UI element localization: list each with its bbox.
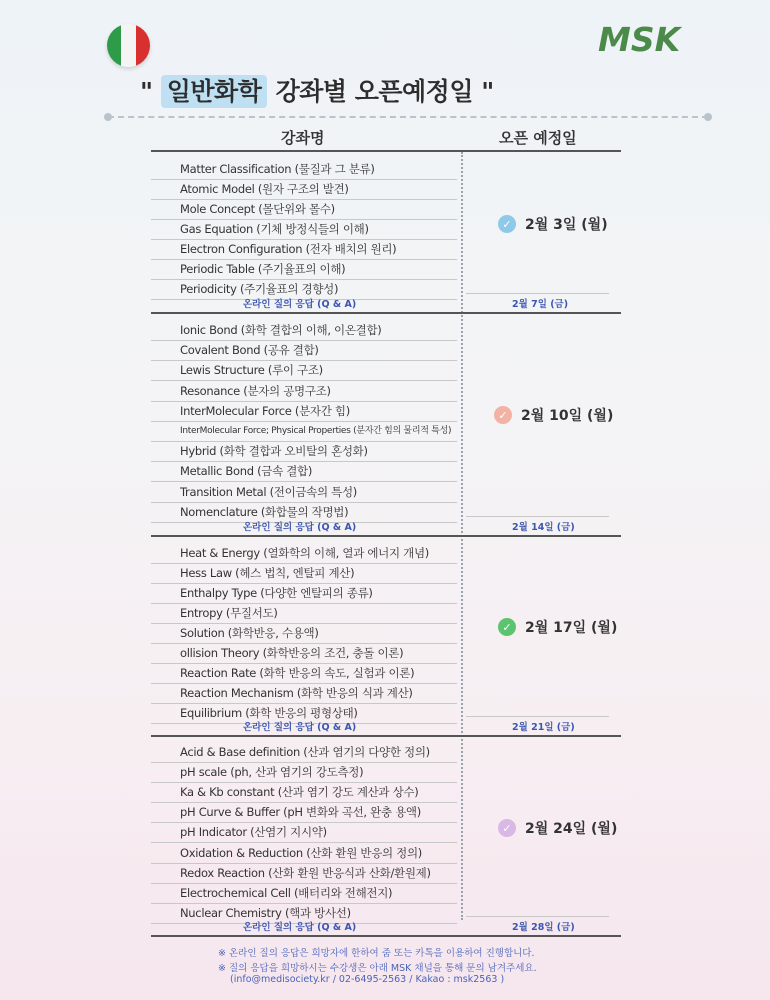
- course-row: Reaction Mechanism (화학 반응의 식과 계산): [180, 686, 413, 700]
- row-separator: [151, 279, 457, 280]
- course-row: Ka & Kb constant (산과 염기 강도 계산과 상수): [180, 785, 419, 800]
- row-separator: [151, 842, 457, 843]
- section-end-rule: [151, 312, 621, 314]
- column-header-course: 강좌명: [281, 129, 325, 147]
- course-row: Enthalpy Type (다양한 엔탈피의 종류): [180, 586, 373, 600]
- open-date: [498, 617, 617, 637]
- row-separator: [151, 380, 457, 381]
- course-row: Equilibrium (화학 반응의 평형상태): [180, 706, 358, 720]
- row-separator: [151, 663, 457, 664]
- course-row: Acid & Base definition (산과 염기의 다양한 정의): [180, 745, 430, 759]
- logo-text: MSK: [598, 22, 681, 54]
- course-row: Ionic Bond (화학 결합의 이해, 이온결합): [180, 323, 382, 337]
- column-header-date: 오픈 예정일: [499, 129, 577, 147]
- row-separator: [151, 401, 457, 402]
- course-row: Oxidation & Reduction (산화 환원 반응의 정의): [180, 845, 422, 860]
- course-row: pH Indicator (산염기 지시약): [180, 825, 327, 840]
- course-row: Nuclear Chemistry (핵과 방사선): [180, 905, 351, 920]
- open-date-text: 2월 10일 (월): [521, 408, 614, 424]
- row-separator: [151, 502, 457, 503]
- row-separator: [151, 603, 457, 604]
- footer-contact: (info@medisociety.kr / 02-6495-2563 / Kakao : msk2563 ): [230, 974, 505, 985]
- course-row: Nomenclature (화합물의 작명법): [180, 504, 349, 519]
- qa-date: 2월 28일 (금): [512, 922, 575, 933]
- open-date: [494, 405, 613, 425]
- open-date-text: 2월 3일 (월): [525, 217, 608, 233]
- title-quote-close: ": [481, 77, 494, 106]
- qa-label: 온라인 질의 응답 (Q & A): [243, 722, 357, 733]
- course-row: Heat & Energy (열화학의 이해, 열과 에너지 개념): [180, 546, 429, 560]
- row-separator: [151, 863, 457, 864]
- qa-date-rule: [466, 916, 609, 917]
- course-row: Electrochemical Cell (배터리와 전해전지): [180, 885, 393, 900]
- row-separator: [151, 822, 457, 823]
- title-highlight: 일반화학: [161, 75, 268, 108]
- footer-note-1: ※ 온라인 질의 응답은 희망자에 한하여 줌 또는 카톡을 이용하여 진행합니다.: [218, 948, 535, 959]
- qa-date-rule: [466, 293, 609, 294]
- course-row: Atomic Model (원자 구조의 발견): [180, 182, 349, 196]
- row-separator: [151, 441, 457, 442]
- course-row: ollision Theory (화학반응의 조건, 충돌 이론): [180, 646, 404, 660]
- row-separator: [151, 583, 457, 584]
- row-separator: [151, 643, 457, 644]
- open-date: [498, 214, 608, 234]
- footer-note-2: ※ 질의 응답을 희망하시는 수강생은 아래 MSK 채널을 통해 문의 남겨주세요.: [218, 963, 537, 974]
- qa-date-rule: [466, 716, 609, 717]
- course-row: Transition Metal (전이금속의 특성): [180, 484, 357, 499]
- course-row: Solution (화학반응, 수용액): [180, 626, 319, 640]
- row-separator: [151, 563, 457, 564]
- course-row: InterMolecular Force; Physical Properties (분자간 힘의 물리적 특성): [180, 426, 452, 436]
- check-circle-icon: ✓: [494, 406, 512, 424]
- check-circle-icon: ✓: [498, 618, 516, 636]
- row-separator: [151, 782, 457, 783]
- row-separator: [151, 179, 457, 180]
- row-separator: [151, 903, 457, 904]
- qa-date-rule: [466, 516, 609, 517]
- course-row: Reaction Rate (화학 반응의 속도, 실험과 이론): [180, 666, 415, 680]
- row-separator: [151, 340, 457, 341]
- title-divider: [108, 116, 708, 118]
- open-date: [498, 818, 617, 838]
- title-text: 강좌별 오픈예정일: [275, 77, 473, 106]
- qa-label: 온라인 질의 응답 (Q & A): [243, 299, 357, 310]
- row-separator: [151, 623, 457, 624]
- row-separator: [151, 481, 457, 482]
- course-row: Matter Classification (물질과 그 분류): [180, 162, 375, 176]
- section-end-rule: [151, 535, 621, 537]
- section-end-rule: [151, 735, 621, 737]
- course-row: Redox Reaction (산화 환원 반응식과 산화/환원제): [180, 865, 431, 880]
- header-rule: [151, 150, 621, 152]
- row-separator: [151, 683, 457, 684]
- course-row: Resonance (분자의 공명구조): [180, 383, 331, 398]
- row-separator: [151, 199, 457, 200]
- qa-date: 2월 14일 (금): [512, 522, 575, 533]
- course-row: Periodic Table (주기율표의 이해): [180, 262, 346, 276]
- course-row: Metallic Bond (금속 결합): [180, 464, 313, 479]
- course-row: Lewis Structure (루이 구조): [180, 363, 323, 378]
- row-separator: [151, 219, 457, 220]
- row-separator: [151, 883, 457, 884]
- check-circle-icon: ✓: [498, 819, 516, 837]
- course-row: Covalent Bond (공유 결합): [180, 343, 319, 358]
- qa-date: 2월 21일 (금): [512, 722, 575, 733]
- course-row: pH Curve & Buffer (pH 변화와 곡선, 완충 용액): [180, 805, 421, 820]
- course-row: Electron Configuration (전자 배치의 원리): [180, 242, 397, 256]
- course-row: pH scale (ph, 산과 염기의 강도측정): [180, 765, 364, 780]
- italy-flag-icon: [107, 24, 150, 67]
- course-row: InterMolecular Force (분자간 힘): [180, 403, 350, 418]
- row-separator: [151, 703, 457, 704]
- section-end-rule: [151, 935, 621, 937]
- qa-label: 온라인 질의 응답 (Q & A): [243, 922, 357, 933]
- course-row: Mole Concept (몰단위와 몰수): [180, 202, 335, 216]
- check-circle-icon: ✓: [498, 215, 516, 233]
- row-separator: [151, 360, 457, 361]
- msk-logo: [596, 22, 728, 54]
- page-title: [140, 72, 494, 108]
- row-separator: [151, 421, 457, 422]
- course-row: Periodicity (주기율표의 경향성): [180, 282, 339, 296]
- title-quote-open: ": [140, 77, 153, 106]
- row-separator: [151, 461, 457, 462]
- qa-label: 온라인 질의 응답 (Q & A): [243, 522, 357, 533]
- course-row: Hybrid (화학 결합과 오비탈의 혼성화): [180, 444, 368, 459]
- open-date-text: 2월 17일 (월): [525, 620, 618, 636]
- row-separator: [151, 239, 457, 240]
- course-row: Gas Equation (기체 방정식들의 이해): [180, 222, 369, 236]
- row-separator: [151, 259, 457, 260]
- row-separator: [151, 802, 457, 803]
- open-date-text: 2월 24일 (월): [525, 821, 618, 837]
- row-separator: [151, 762, 457, 763]
- qa-date: 2월 7일 (금): [512, 299, 569, 310]
- course-row: Hess Law (헤스 법칙, 엔탈피 계산): [180, 566, 355, 580]
- course-row: Entropy (무질서도): [180, 606, 278, 620]
